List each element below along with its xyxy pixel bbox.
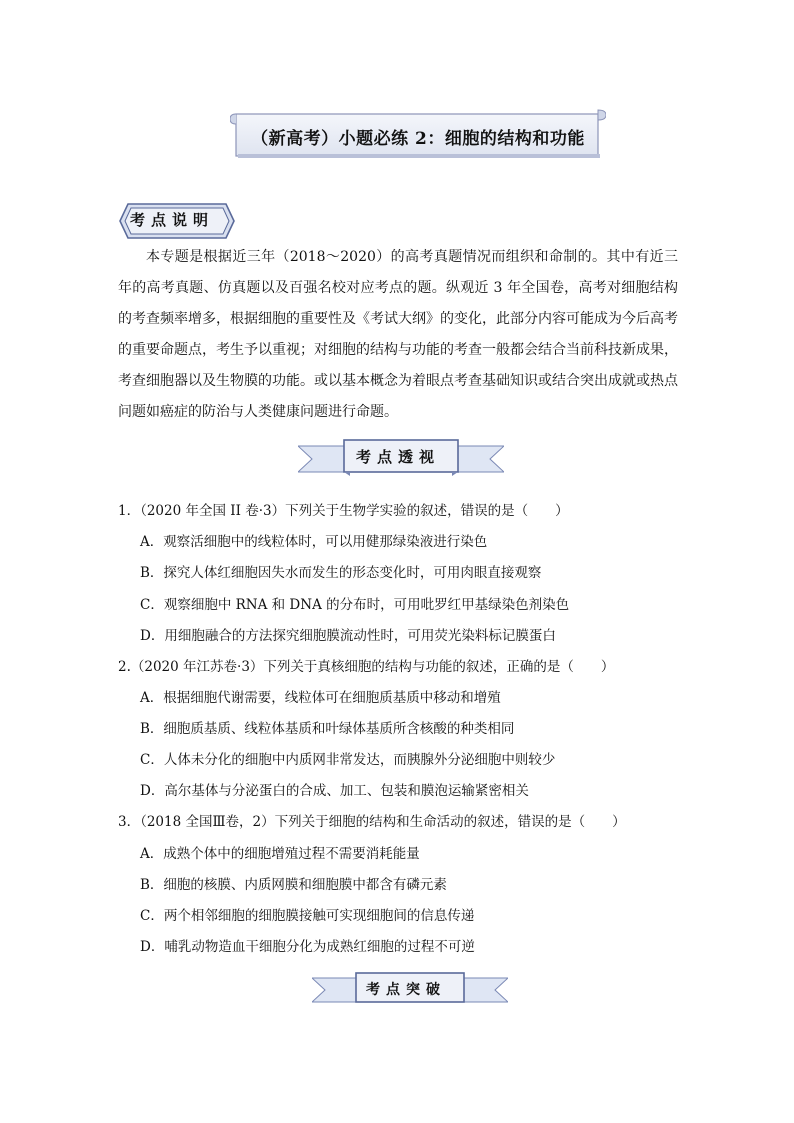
question-1-option-b: B．探究人体红细胞因失水而发生的形态变化时，可用肉眼直接观察 xyxy=(140,565,542,581)
question-1-option-d: D．用细胞融合的方法探究细胞膜流动性时，可用荧光染料标记膜蛋白 xyxy=(140,628,556,644)
section-title-explanation: 考点说明 xyxy=(130,211,215,229)
question-3-stem: 3．（2018 全国Ⅲ卷，2）下列关于细胞的结构和生命活动的叙述，错误的是（ ） xyxy=(118,814,626,830)
question-1-stem: 1．（2020 年全国 II 卷·3）下列关于生物学实验的叙述，错误的是（ ） xyxy=(118,503,569,519)
question-3-option-d: D．哺乳动物造血干细胞分化为成熟红细胞的过程不可逆 xyxy=(140,939,475,955)
question-2-stem: 2.（2020 年江苏卷·3）下列关于真核细胞的结构与功能的叙述，正确的是（ ） xyxy=(118,659,615,675)
question-2-option-b: B．细胞质基质、线粒体基质和叶绿体基质所含核酸的种类相同 xyxy=(140,721,515,737)
question-3-option-a: A．成熟个体中的细胞增殖过程不需要消耗能量 xyxy=(140,846,420,862)
question-3-option-c: C．两个相邻细胞的细胞膜接触可实现细胞间的信息传递 xyxy=(140,908,475,924)
question-2-option-c: C．人体未分化的细胞中内质网非常发达，而胰腺外分泌细胞中则较少 xyxy=(140,752,556,768)
question-1-option-a: A．观察活细胞中的线粒体时，可以用健那绿染液进行染色 xyxy=(140,534,488,550)
section-title-perspective: 考点透视 xyxy=(356,448,441,466)
question-2-option-d: D．高尔基体与分泌蛋白的合成、加工、包装和膜泡运输紧密相关 xyxy=(140,783,529,799)
page-title: （新高考）小题必练 2：细胞的结构和功能 xyxy=(251,129,585,149)
question-3-option-b: B．细胞的核膜、内质网膜和细胞膜中都含有磷元素 xyxy=(140,877,447,893)
question-2-option-a: A．根据细胞代谢需要，线粒体可在细胞质基质中移动和增殖 xyxy=(140,690,501,706)
section-title-breakthrough: 考点突破 xyxy=(366,982,446,998)
intro-paragraph: 本专题是根据近三年（2018～2020）的高考真题情况而组织和命制的。其中有近三年的高考真题、仿真题以及百强名校对应考点的题。纵观近 3 年全国卷，高考对细胞结构的考查频率增多，根据细胞的重要性及《考试大纲》的变化，此部分内容可能成为今后高考的重要命题点，考生予以重视；对细胞的结构与功能的考查一般都会结合当前科技新成果，考查细胞器以及生物膜的功能。或以基本概念为着眼点考查基础知识或结合突出成就或热点问题如癌症的防治与人类健康问题进行命题。 xyxy=(118,249,678,420)
question-1-option-c: C．观察细胞中 RNA 和 DNA 的分布时，可用吡罗红甲基绿染色剂染色 xyxy=(140,597,570,613)
